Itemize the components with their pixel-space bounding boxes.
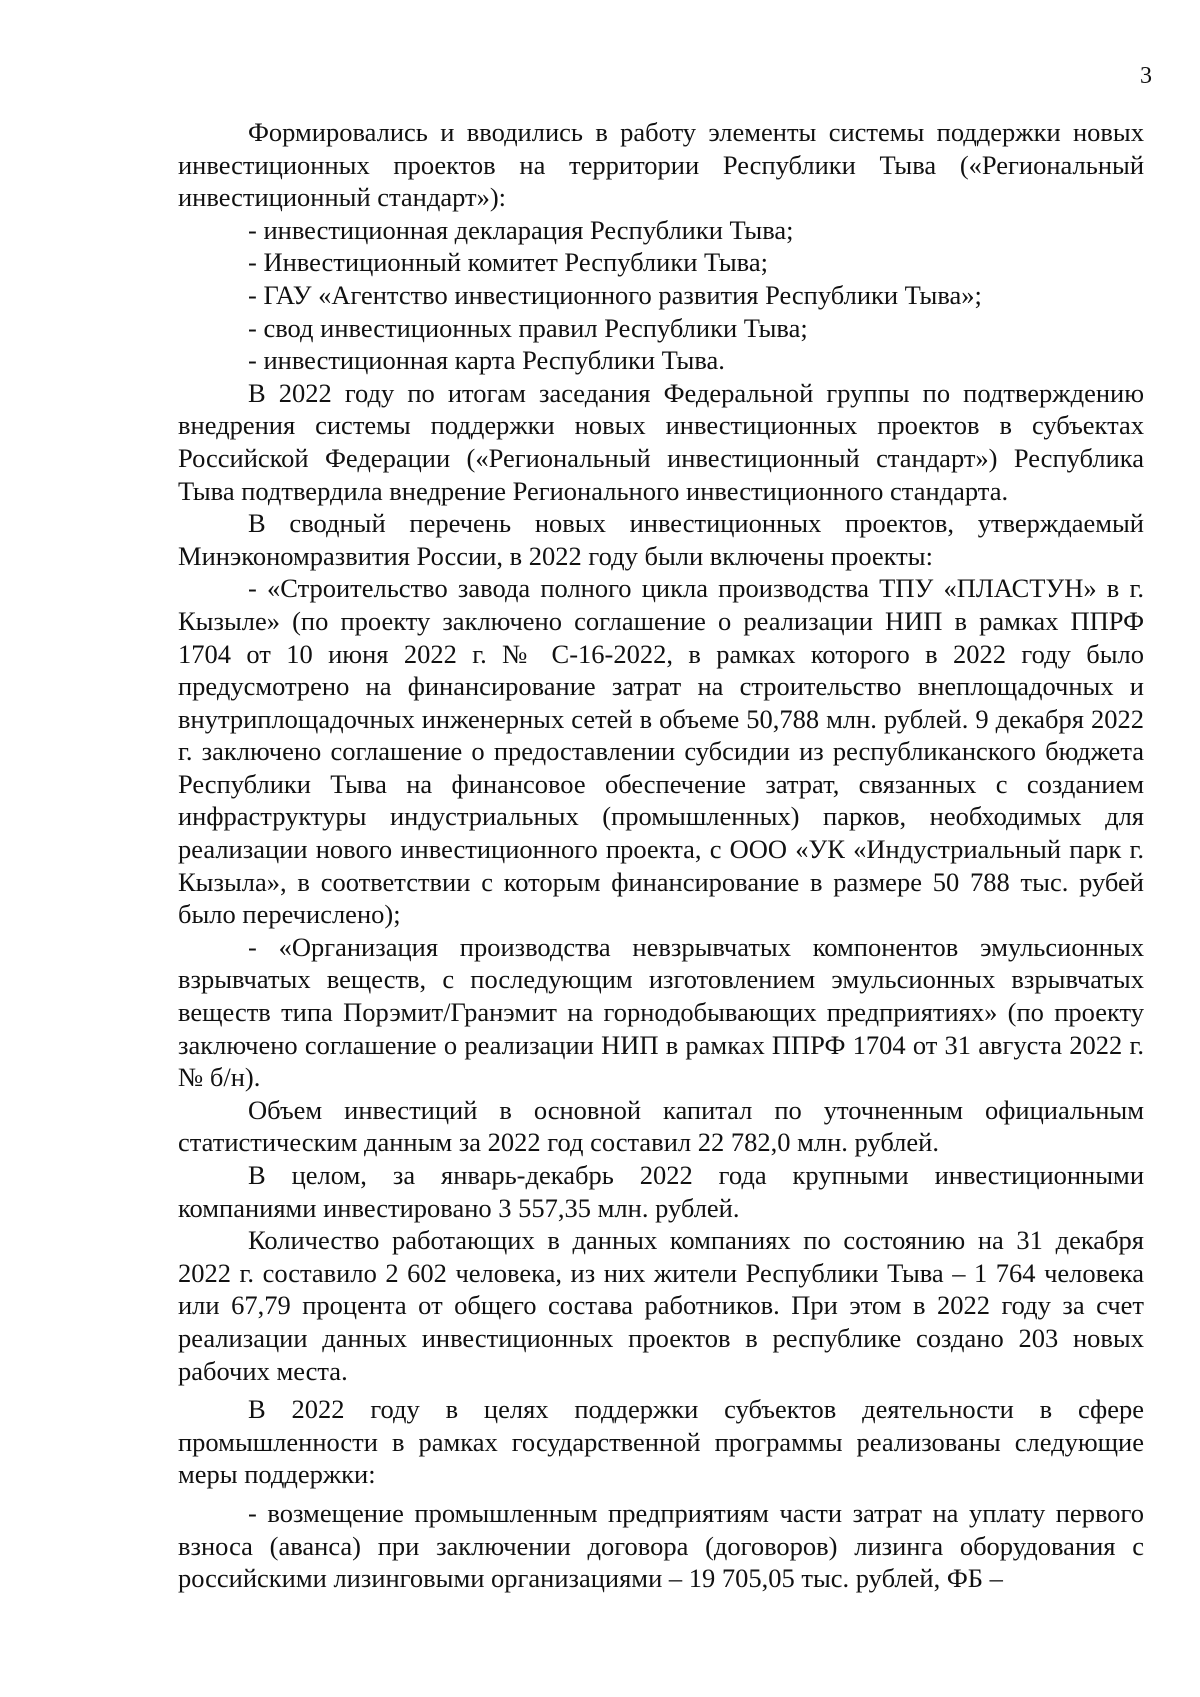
list-item: - свод инвестиционных правил Республики Тыва; <box>248 312 808 343</box>
paragraph-employees: Количество работающих в данных компаниях по состоянию на 31 декабря 2022 г. составило 2 602 человека, из них жители Республики Тыва – 1 764 человека или 67,79 процента от общего состава работников. При этом в 2022 году за счет реализации данных инвестиционных проектов в республике создано 203 новых рабочих места. <box>178 1225 1144 1386</box>
list-item: - Инвестиционный комитет Республики Тыва; <box>248 247 768 278</box>
project-item: - «Организация производства невзрывчатых компонентов эмульсионных взрывчатых веществ, с последующим изготовлением эмульсионных взрывчатых веществ типа Порэмит/Гранэмит на горнодобывающих предприятиях» (по проекту заключено соглашение о реализации НИП в рамках ППРФ 1704 от 31 августа 2022 г. № б/н). <box>178 931 1144 1093</box>
paragraph-standard-confirmation: В 2022 году по итогам заседания Федеральной группы по подтверждению внедрения системы поддержки новых инвестиционных проектов в субъектах Российской Федерации («Региональный инвестиционный стандарт») Республика Тыва подтвердила внедрение Регионального инвестиционного стандарта. <box>178 377 1144 506</box>
document-body <box>178 116 1144 1595</box>
paragraph-support-measures: В 2022 году в целях поддержки субъектов деятельности в сфере промышленности в рамках государственной программы реализованы следующие меры поддержки: <box>178 1394 1144 1490</box>
support-measure-item: - возмещение промышленным предприятиям части затрат на уплату первого взноса (аванса) при заключении договора (договоров) лизинга оборудования с российскими лизинговыми организациями – 19 705,05 тыс. рублей, ФБ – <box>178 1497 1144 1594</box>
list-item: - инвестиционная декларация Республики Тыва; <box>248 214 794 245</box>
paragraph-large-companies: В целом, за январь-декабрь 2022 года крупными инвестиционными компаниями инвестировано 3 557,35 млн. рублей. <box>178 1160 1144 1223</box>
page-number: 3 <box>1140 63 1152 89</box>
paragraph-intro: Формировались и вводились в работу элементы системы поддержки новых инвестиционных проектов на территории Республики Тыва («Региональный инвестиционный стандарт»): <box>178 117 1144 213</box>
project-item: - «Строительство завода полного цикла производства ТПУ «ПЛАСТУН» в г. Кызыле» (по проекту заключено соглашение о реализации НИП в рамках ППРФ 1704 от 10 июня 2022 г. № С-16-2022, в рамках которого в 2022 году было предусмотрено на финансирование затрат на строительство внеплощадочных и внутриплощадочных инженерных сетей в объеме 50,788 млн. рублей. 9 декабря 2022 г. заключено соглашение о предоставлении субсидии из республиканского бюджета Республики Тыва на финансовое обеспечение затрат, связанных с созданием инфраструктуры индустриальных (промышленных) парков, необходимых для реализации нового инвестиционного проекта, с ООО «УК «Индустриальный парк г. Кызыла», в соответствии с которым финансирование в размере 50 788 тыс. рубей было перечислено); <box>178 573 1144 930</box>
list-item: - инвестиционная карта Республики Тыва. <box>248 345 725 376</box>
paragraph-investment-volume: Объем инвестиций в основной капитал по уточненным официальным статистическим данным за 2022 год составил 22 782,0 млн. рублей. <box>178 1094 1144 1158</box>
paragraph-projects-list-intro: В сводный перечень новых инвестиционных проектов, утверждаемый Минэкономразвития России, в 2022 году были включены проекты: <box>178 508 1144 571</box>
list-item: - ГАУ «Агентство инвестиционного развития Республики Тыва»; <box>248 279 982 310</box>
